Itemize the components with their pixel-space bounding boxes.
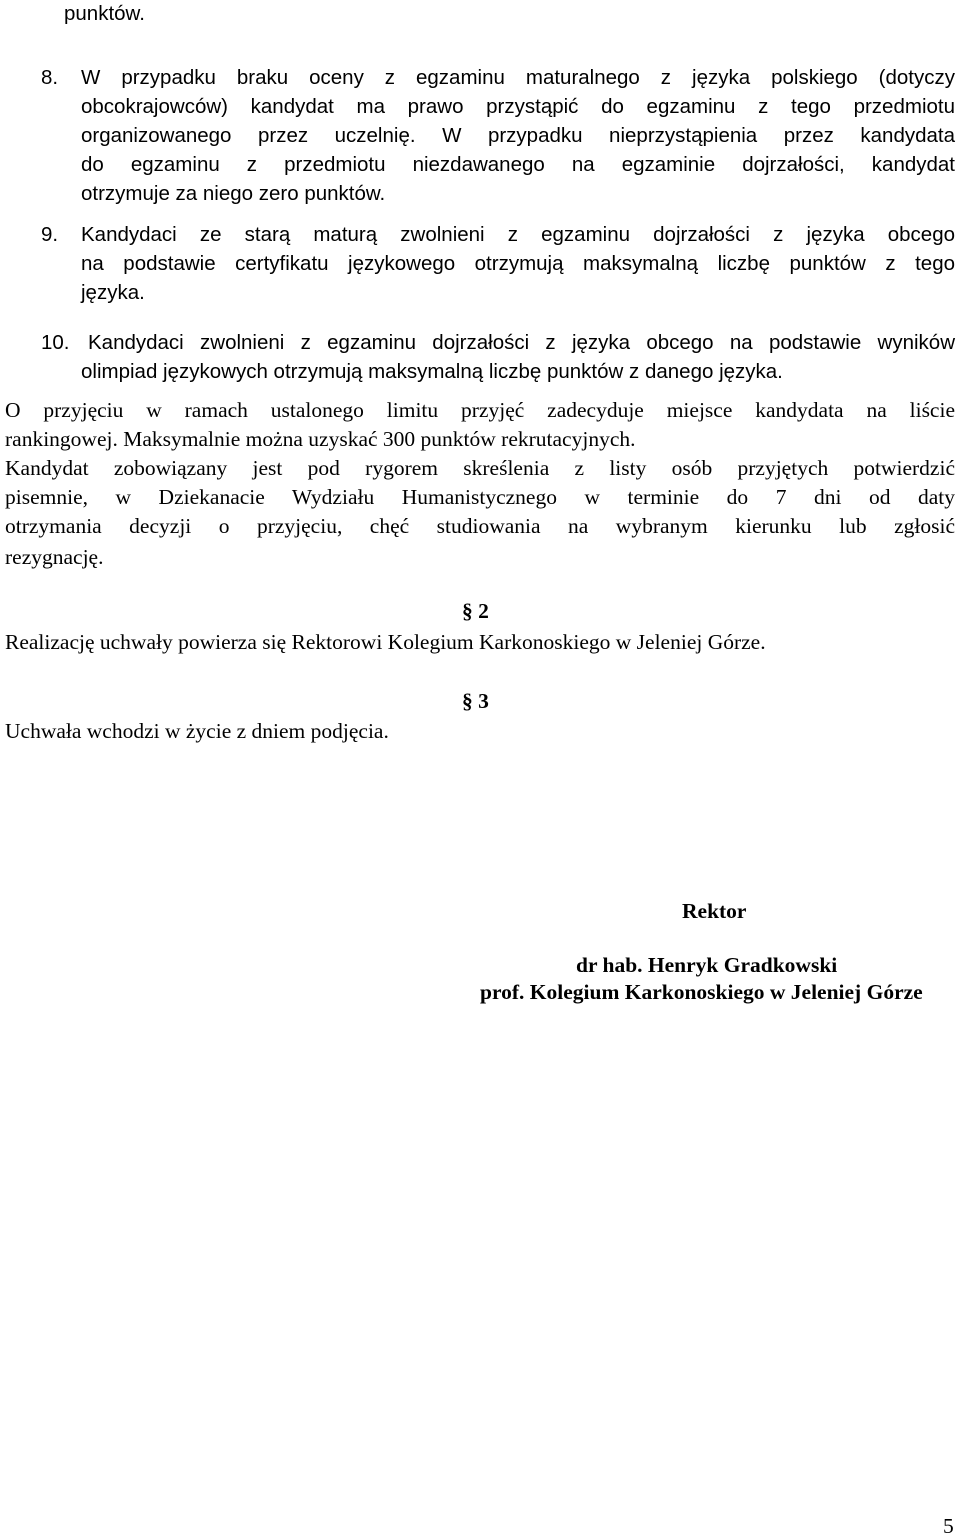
page-number: 5 (943, 1514, 954, 1538)
section-heading: § 3 (462, 689, 489, 713)
text-line: otrzymuje za niego zero punktów. (81, 182, 386, 205)
text-line: organizowanego przez uczelnię. W przypadku nieprzystąpienia przez kandydata (81, 124, 955, 147)
text-line: na podstawie certyfikatu językowego otrzymują maksymalną liczbę punktów z tego (81, 252, 955, 275)
text-line: Realizację uchwały powierza się Rektorowi Kolegium Karkonoskiego w Jeleniej Górze. (5, 630, 766, 654)
signature-title: prof. Kolegium Karkonoskiego w Jeleniej Górze (480, 980, 923, 1004)
text-line: języka. (81, 281, 145, 304)
text-line: punktów. (64, 2, 145, 25)
text-line: O przyjęciu w ramach ustalonego limitu przyjęć zadecyduje miejsce kandydata na liście (5, 398, 955, 422)
text-line: Uchwała wchodzi w życie z dniem podjęcia. (5, 719, 389, 743)
text-line: do egzaminu z przedmiotu niezdawanego na egzaminie dojrzałości, kandydat (81, 153, 955, 176)
text-line: Kandydaci zwolnieni z egzaminu dojrzałości z języka obcego na podstawie wyników (88, 331, 955, 354)
signature-name: dr hab. Henryk Gradkowski (576, 953, 838, 977)
text-line: obcokrajowców) kandydat ma prawo przystąpić do egzaminu z tego przedmiotu (81, 95, 955, 118)
section-heading: § 2 (462, 599, 489, 623)
text-line: otrzymania decyzji o przyjęciu, chęć studiowania na wybranym kierunku lub zgłosić (5, 514, 955, 538)
text-line: W przypadku braku oceny z egzaminu maturalnego z języka polskiego (dotyczy (81, 66, 955, 89)
list-number: 8. (41, 66, 59, 89)
text-line: rankingowej. Maksymalnie można uzyskać 300 punktów rekrutacyjnych. (5, 427, 636, 451)
text-line: rezygnację. (5, 545, 104, 569)
list-number: 9. (41, 223, 59, 246)
signature-role: Rektor (682, 899, 747, 923)
text-line: Kandydaci ze starą maturą zwolnieni z egzaminu dojrzałości z języka obcego (81, 223, 955, 246)
text-line: pisemnie, w Dziekanacie Wydziału Humanistycznego w terminie do 7 dni od daty (5, 485, 955, 509)
text-line: olimpiad językowych otrzymują maksymalną liczbę punktów z danego języka. (81, 360, 783, 383)
list-number: 10. (41, 331, 70, 354)
text-line: Kandydat zobowiązany jest pod rygorem skreślenia z listy osób przyjętych potwierdzić (5, 456, 955, 480)
